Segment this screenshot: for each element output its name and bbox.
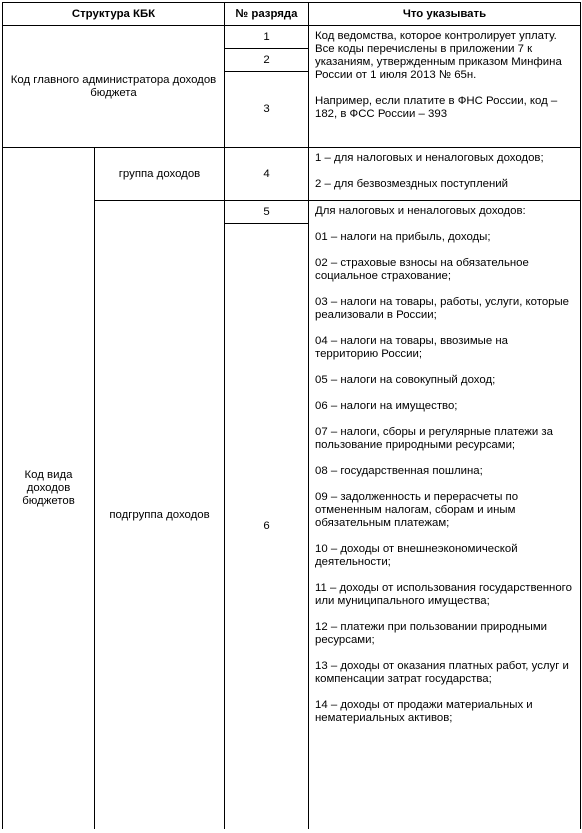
digit-cell-3: 3 — [225, 72, 309, 148]
subgroup-intro: Для налоговых и неналоговых доходов: — [315, 205, 526, 217]
digit-cell-4: 4 — [225, 148, 309, 201]
subgroup-code-12: 12 – платежи при пользовании природными ресурсами; — [315, 621, 548, 646]
admin-row-1 — [3, 26, 581, 49]
subgroup-code-03: 03 – налоги на товары, работы, услуги, которые реализовали в России; — [315, 296, 570, 321]
admin-description-example: Например, если платите в ФНС России, код – 182, в ФСС России – 393 — [315, 95, 558, 120]
admin-code-label: Код главного администратора доходов бюджета — [3, 26, 225, 148]
income-group-option-1: 1 – для налоговых и неналоговых доходов; — [315, 152, 544, 164]
income-group-description — [309, 148, 581, 201]
subgroup-code-13: 13 – доходы от оказания платных работ, услуг и компенсации затрат государства; — [315, 660, 569, 685]
income-group-row — [3, 148, 581, 201]
digit-cell-2: 2 — [225, 49, 309, 72]
subgroup-code-11: 11 – доходы от использования государственного или муниципального имущества; — [315, 582, 572, 607]
subgroup-code-07: 07 – налоги, сборы и регулярные платежи за пользование природными ресурсами; — [315, 426, 553, 451]
income-kind-label: Код вида доходов бюджетов — [3, 148, 95, 830]
subgroup-code-02: 02 – страховые взносы на обязательное социальное страхование; — [315, 257, 529, 282]
admin-description-text: Код ведомства, которое контролирует уплату. Все коды перечислены в приложении 7 к указаниям, утвержденным приказом Минфина России от 1 июля 2013 № 65н. — [315, 30, 562, 81]
admin-code-description — [309, 26, 581, 148]
subgroup-code-06: 06 – налоги на имущество; — [315, 400, 458, 412]
income-group-label: группа доходов — [95, 148, 225, 201]
subgroup-code-04: 04 – налоги на товары, ввозимые на территорию России; — [315, 335, 508, 360]
subgroup-code-10: 10 – доходы от внешнеэкономической деятельности; — [315, 543, 518, 568]
header-what-to-specify: Что указывать — [309, 3, 581, 26]
income-subgroup-description — [309, 201, 581, 830]
subgroup-code-01: 01 – налоги на прибыль, доходы; — [315, 231, 491, 243]
header-digit-number: № разряда — [225, 3, 309, 26]
kbk-structure-table — [2, 2, 581, 829]
subgroup-code-14: 14 – доходы от продажи материальных и нематериальных активов; — [315, 699, 533, 724]
table-header-row — [3, 3, 581, 26]
income-group-option-2: 2 – для безвозмездных поступлений — [315, 178, 508, 190]
digit-cell-1: 1 — [225, 26, 309, 49]
subgroup-code-05: 05 – налоги на совокупный доход; — [315, 374, 496, 386]
subgroup-code-08: 08 – государственная пошлина; — [315, 465, 483, 477]
income-subgroup-label: подгруппа доходов — [95, 201, 225, 830]
subgroup-code-09: 09 – задолженность и перерасчеты по отмененным налогам, сборам и иным обязательным платежам; — [315, 491, 519, 529]
digit-cell-5: 5 — [225, 201, 309, 224]
digit-cell-6: 6 — [225, 224, 309, 830]
header-structure: Структура КБК — [3, 3, 225, 26]
